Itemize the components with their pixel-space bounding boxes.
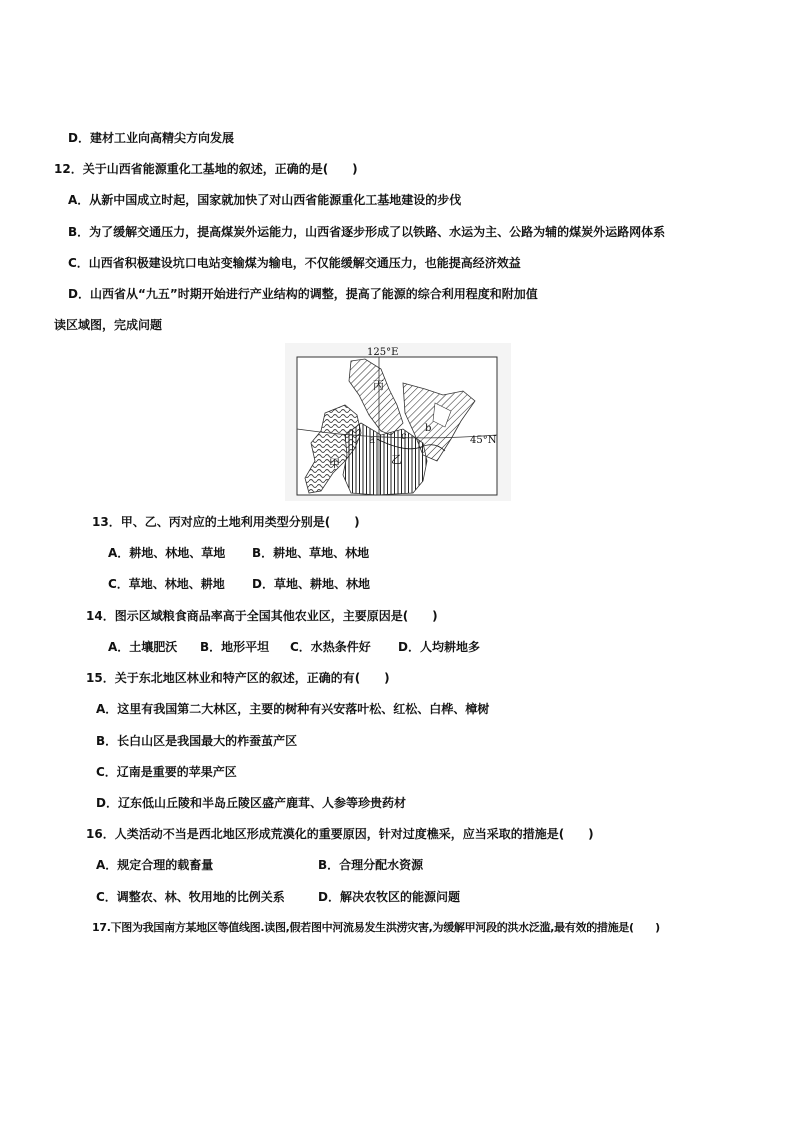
question-16-option-c: C．调整农、林、牧用地的比例关系: [96, 890, 285, 904]
question-12-option-d: D．山西省从“九五”时期开始进行产业结构的调整，提高了能源的综合利用程度和附加值: [68, 287, 538, 301]
longitude-label: 125°E: [367, 347, 399, 358]
question-15-option-d: D．辽东低山丘陵和半岛丘陵区盛产鹿茸、人参等珍贵药材: [96, 796, 406, 810]
question-15-option-a: A．这里有我国第二大林区，主要的树种有兴安落叶松、红松、白桦、樟树: [96, 702, 490, 716]
map-intro: 读区域图，完成问题: [54, 318, 163, 332]
region-map: [285, 343, 511, 501]
question-12-option-a: A．从新中国成立时起，国家就加快了对山西省能源重化工基地建设的步伐: [68, 193, 462, 207]
latitude-label: 45°N: [470, 435, 497, 446]
point-a-label: a: [369, 435, 375, 446]
question-14-option-b: B．地形平坦: [200, 640, 270, 654]
region-jia-label: 甲: [329, 457, 340, 470]
question-16-stem: 16．人类活动不当是西北地区形成荒漠化的重要原因，针对过度樵采，应当采取的措施是( ): [86, 827, 594, 841]
question-17-stem: 17.下图为我国南方某地区等值线图.读图,假若图中河流易发生洪涝灾害,为缓解甲河段的洪水泛滥,最有效的措施是( ): [92, 921, 660, 934]
question-15-option-c: C．辽南是重要的苹果产区: [96, 765, 237, 779]
point-b-label: b: [425, 423, 432, 434]
line-q11d: D．建材工业向高精尖方向发展: [68, 131, 234, 145]
question-13-stem: 13．甲、乙、丙对应的土地利用类型分别是( ): [92, 515, 360, 529]
region-bing-label: 丙: [373, 379, 384, 392]
question-14-stem: 14．图示区域粮食商品率高于全国其他农业区，主要原因是( ): [86, 609, 438, 623]
question-16-option-a: A．规定合理的载畜量: [96, 858, 214, 872]
question-13-option-d: D．草地、耕地、林地: [252, 577, 370, 591]
region-yi-label: 乙: [391, 453, 402, 466]
point-c-label: c: [401, 431, 407, 442]
question-12-option-b: B．为了缓解交通压力，提高煤炭外运能力，山西省逐步形成了以铁路、水运为主、公路为辅的煤炭外运路网体系: [68, 225, 666, 239]
question-14-option-c: C．水热条件好: [290, 640, 371, 654]
question-15-stem: 15．关于东北地区林业和特产区的叙述，正确的有( ): [86, 671, 390, 685]
question-12-stem: 12．关于山西省能源重化工基地的叙述，正确的是( ): [54, 162, 358, 176]
question-16-option-b: B．合理分配水资源: [318, 858, 424, 872]
question-13-option-c: C．草地、林地、耕地: [108, 577, 225, 591]
question-13-option-b: B．耕地、草地、林地: [252, 546, 370, 560]
question-14-option-d: D．人均耕地多: [398, 640, 480, 654]
question-16-option-d: D．解决农牧区的能源问题: [318, 890, 460, 904]
question-13-option-a: A．耕地、林地、草地: [108, 546, 226, 560]
question-15-option-b: B．长白山区是我国最大的柞蚕茧产区: [96, 734, 298, 748]
question-14-option-a: A．土壤肥沃: [108, 640, 178, 654]
region-map-svg: [285, 343, 511, 501]
question-12-option-c: C．山西省积极建设坑口电站变输煤为输电，不仅能缓解交通压力，也能提高经济效益: [68, 256, 521, 270]
